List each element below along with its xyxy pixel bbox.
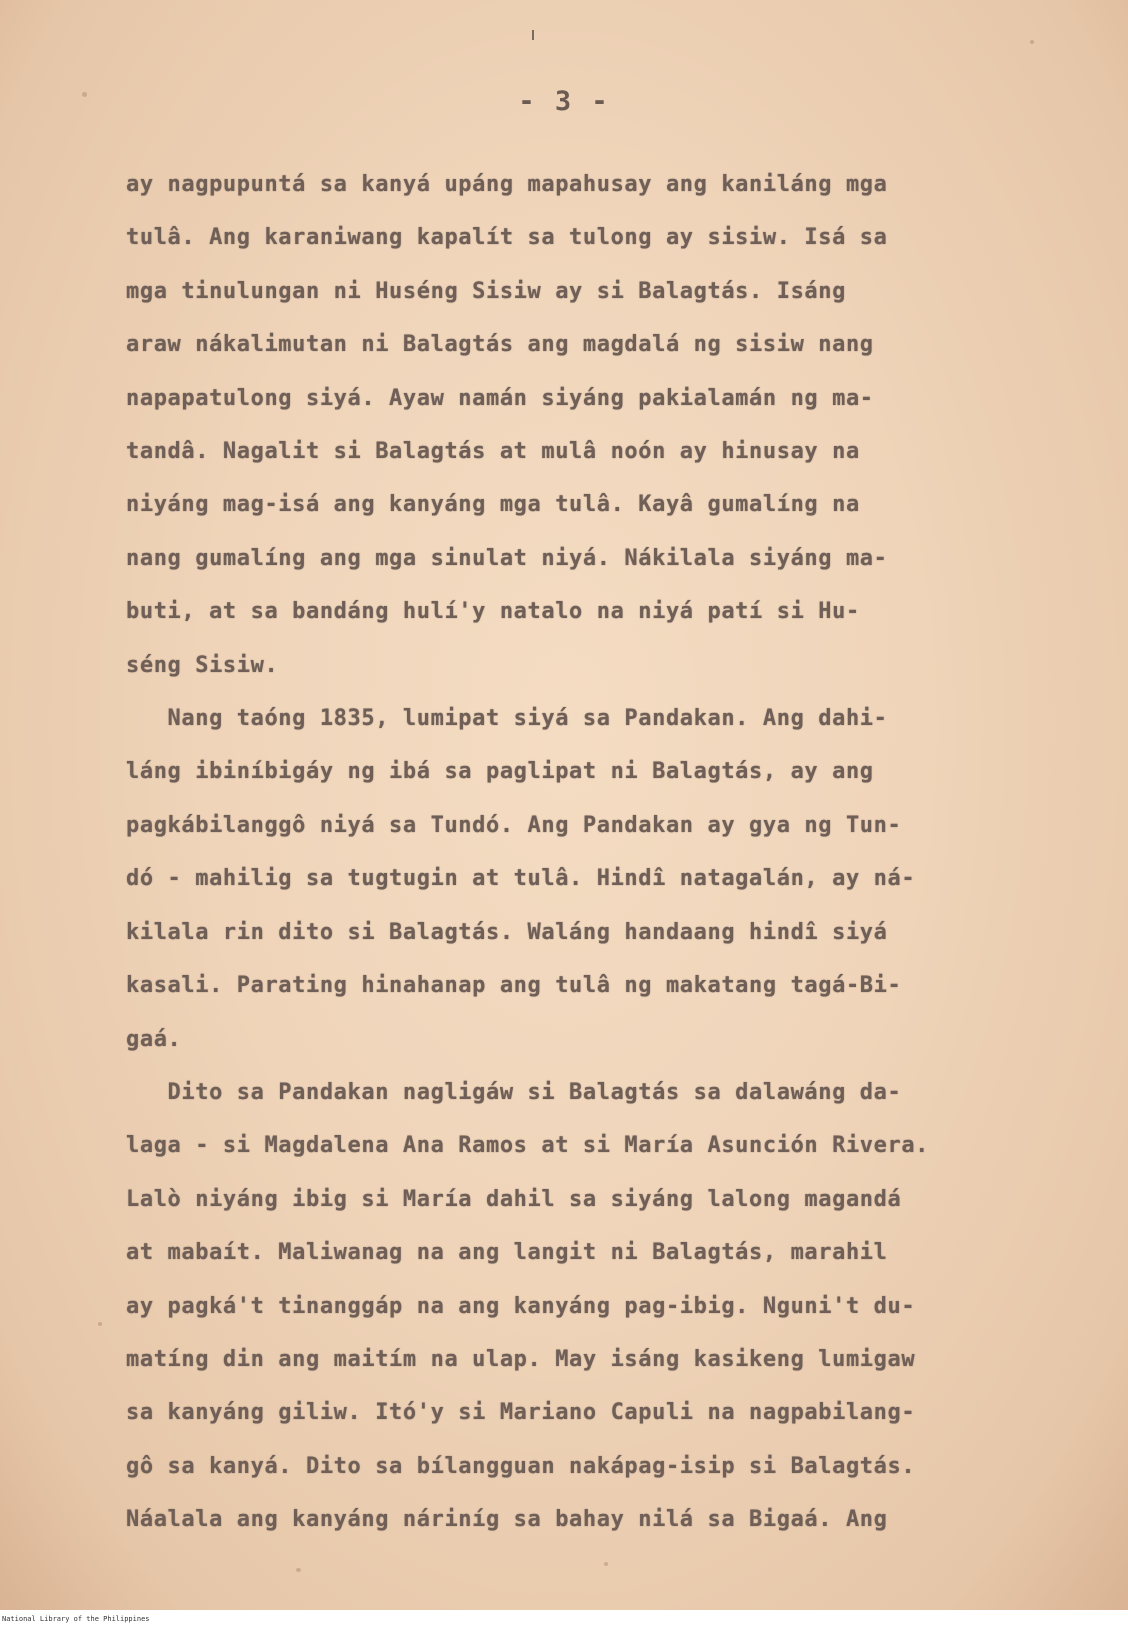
- paper-speck: [1030, 40, 1034, 44]
- text-line: mga tinulungan ni Huséng Sisiw ay si Balagtás. Isáng: [126, 278, 846, 304]
- text-line: pagkábilanggô niyá sa Tundó. Ang Pandakan ay gya ng Tun-: [126, 812, 902, 838]
- paragraph-3: [126, 1066, 1026, 1547]
- text-line: at mabaít. Maliwanag na ang langit ni Balagtás, marahil: [126, 1240, 888, 1266]
- text-line: buti, at sa bandáng hulí'y natalo na niyá patí si Hu-: [126, 599, 860, 625]
- footer-credit: National Library of the Philippines: [0, 1610, 1128, 1628]
- text-line: ay pagká't tinanggáp na ang kanyáng pag-ibig. Nguni't du-: [126, 1293, 916, 1319]
- text-line: sa kanyáng giliw. Itó'y si Mariano Capuli na nagpabilang-: [126, 1400, 916, 1426]
- text-line: tulâ. Ang karaniwang kapalít sa tulong ay sisiw. Isá sa: [126, 225, 888, 251]
- text-line: tandâ. Nagalit si Balagtás at mulâ noón ay hinusay na: [126, 439, 860, 465]
- text-line: Lalò niyáng ibig si María dahil sa siyáng lalong magandá: [126, 1186, 902, 1212]
- text-line: séng Sisiw.: [126, 652, 279, 678]
- text-line: ay nagpupuntá sa kanyá upáng mapahusay ang kaniláng mga: [126, 172, 888, 197]
- text-line: dó - mahilig sa tugtugin at tulâ. Hindî natagalán, ay ná-: [126, 866, 916, 892]
- text-line: laga - si Magdalena Ana Ramos at si María Asunción Rivera.: [126, 1133, 930, 1159]
- paper-speck: [82, 92, 87, 97]
- paragraph-2: [126, 692, 1026, 1066]
- text-line: gô sa kanyá. Dito sa bílangguan nakápag-isip si Balagtás.: [126, 1453, 916, 1479]
- text-line: niyáng mag-isá ang kanyáng mga tulâ. Kayâ gumalíng na: [126, 492, 860, 518]
- paragraph-1: [126, 158, 1026, 692]
- paper-speck: [296, 1568, 301, 1572]
- tick-mark: [532, 30, 534, 40]
- text-line: gaá.: [126, 1026, 182, 1052]
- paper-speck: [98, 1322, 102, 1326]
- text-line: láng ibiníbigáy ng ibá sa paglipat ni Balagtás, ay ang: [126, 759, 874, 785]
- text-line: matíng din ang maitím na ulap. May isáng kasikeng lumigaw: [126, 1346, 916, 1372]
- text-line: kasali. Parating hinahanap ang tulâ ng makatang tagá-Bi-: [126, 973, 902, 999]
- text-line: Náalala ang kanyáng náriníg sa bahay nilá sa Bigaá. Ang: [126, 1507, 888, 1533]
- body-text: [126, 158, 1026, 1547]
- text-line: Dito sa Pandakan nagligáw si Balagtás sa dalawáng da-: [126, 1079, 902, 1105]
- paper-speck: [604, 1562, 608, 1566]
- text-line: napapatulong siyá. Ayaw namán siyáng pakialamán ng ma-: [126, 385, 874, 411]
- text-line: kilala rin dito si Balagtás. Waláng handaang hindî siyá: [126, 919, 888, 945]
- text-line: Nang taóng 1835, lumipat siyá sa Pandakan. Ang dahi-: [126, 706, 888, 732]
- text-line: araw nákalimutan ni Balagtás ang magdalá ng sisiw nang: [126, 332, 874, 358]
- page-number: - 3 -: [518, 86, 610, 117]
- text-line: nang gumalíng ang mga sinulat niyá. Nákilala siyáng ma-: [126, 545, 888, 571]
